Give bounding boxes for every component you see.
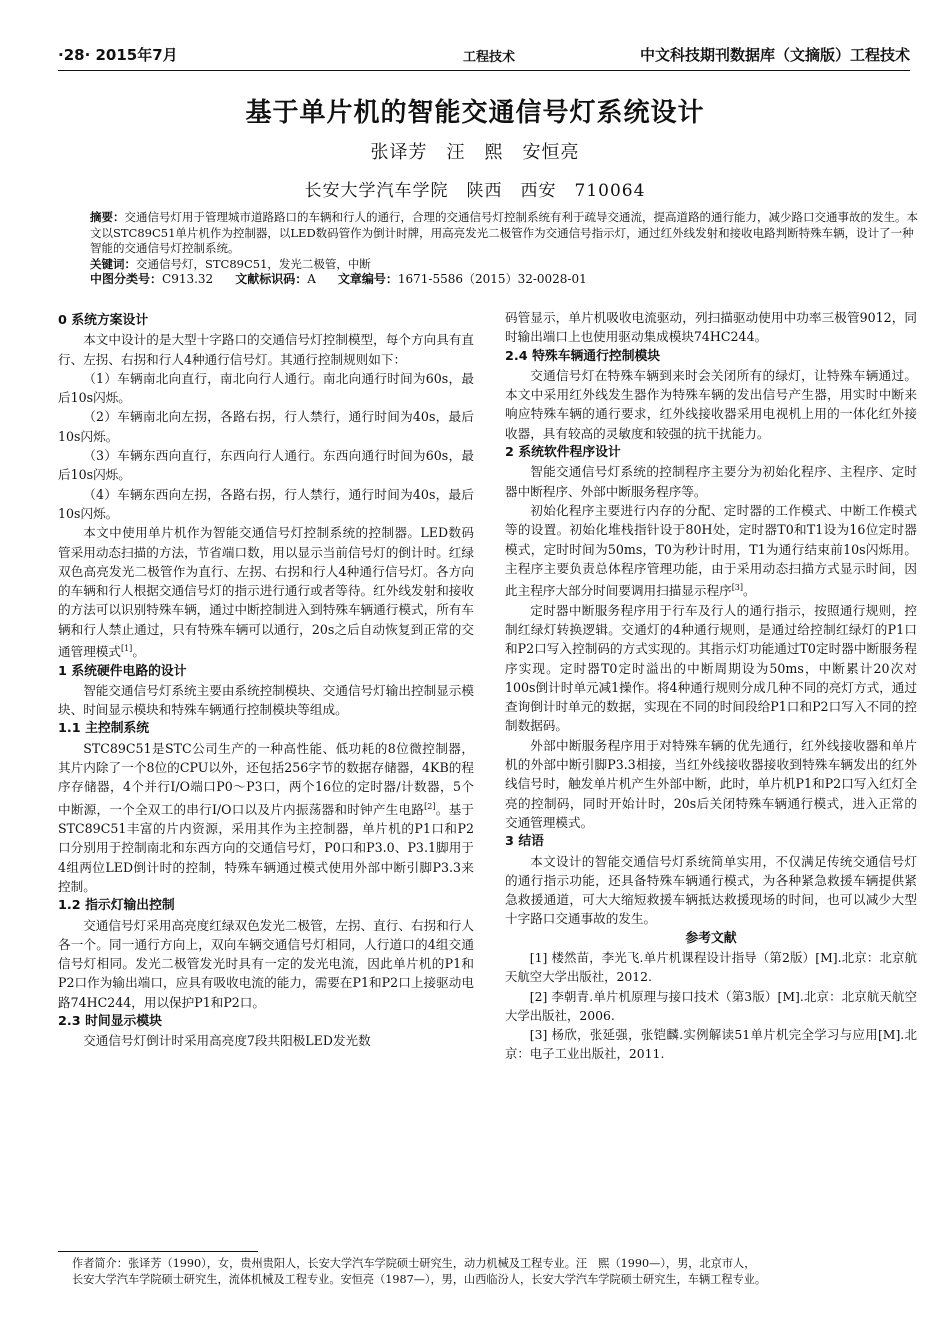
author-footnote (72, 1256, 918, 1288)
classification-line (90, 272, 920, 288)
article-value: 1671-5586（2015）32-0028-01 (397, 272, 587, 286)
citation: [2] (424, 801, 436, 811)
paragraph: 定时器中断服务程序用于行车及行人的通行指示，按照通行规则，控制红绿灯转换逻辑。交通灯的4种通行规则，是通过给控制红绿灯的P1口和P2口写入控制码的方式实现的。其指示灯功能通过T0定时器中断服务程序实现。定时器T0定时溢出的中断周期设为50ms，中断累计20次对100s倒计时单元减1操作。将4种通行规则分成几种不同的亮灯方式，通过查询倒计时单元的数据，实现在不同的时间段给P1口和P2口写入不同的控制数据码。 (505, 602, 917, 734)
paragraph: 智能交通信号灯系统主要由系统控制模块、交通信号灯输出控制显示模块、时间显示模块和特殊车辆通行控制模块等组成。 (58, 682, 474, 718)
abstract-block (90, 210, 920, 288)
article-title: 基于单片机的智能交通信号灯系统设计 (245, 98, 705, 128)
header-rule (58, 70, 910, 71)
paragraph-end: 。 (743, 583, 756, 599)
section-name: 工程技术 (463, 50, 516, 65)
right-column (505, 308, 917, 1064)
journal-name: 中文科技期刊数据库（文摘版）工程技术 (639, 46, 910, 64)
affiliation: 长安大学汽车学院 陕西 西安 710064 (304, 181, 646, 201)
paragraph: 交通信号灯采用高亮度红绿双色发光二极管，左拐、直行、右拐和行人各一个。同一通行方向上，双向车辆交通信号灯相同，人行道口的4组交通信号灯相同。发光二极管发光时具有一定的发光电流，因此单片机的P1和P2口作为输出端口，应具有吸收电流的能力，需要在P1和P2口上接驱动电路74HC244，用以保护P1和P2口。 (58, 917, 474, 1010)
doc-label: 文献标识码： (235, 272, 308, 286)
reference-item: [1] 楼然苗，李光飞.单片机课程设计指导（第2版）[M].北京：北京航天航空大学出版社，2012. (505, 949, 917, 985)
paragraph-text: 本文中使用单片机作为智能交通信号灯控制系统的控制器。LED数码管采用动态扫描的方法，节省端口数，用以显示当前信号灯的倒计时。红绿双色高亮发光二极管作为直行、左拐、右拐和行人4种通行信号灯。各方向的车辆和行人根据交通信号灯的指示进行通行或者等待。红外线发射和接收的方法可以识别特殊车辆，通过中断控制进入到特殊车辆通行模式，所有车辆和行人禁止通过，只有特殊车辆可以通行，20s之后自动恢复到正常的交通管理模式 (58, 525, 474, 660)
document-code (235, 272, 316, 288)
section-heading: 2 系统软件程序设计 (505, 445, 621, 461)
section-heading: 3 结语 (505, 834, 544, 850)
keywords-label: 关键词： (90, 256, 136, 271)
author-list: 张译芳 汪 熙 安恒亮 (370, 142, 580, 163)
references-heading: 参考文献 (685, 930, 737, 946)
paragraph: 智能交通信号灯系统的控制程序主要分为初始化程序、主程序、定时器中断程序、外部中断服务程序等。 (505, 464, 917, 499)
issue-info: ·28· 2015年7月 (58, 46, 178, 64)
running-head (58, 44, 910, 68)
clc-number (90, 272, 213, 288)
paragraph-text: STC89C51是STC公司生产的一种高性能、低功耗的8位微控制器，其片内除了一个8位的CPU以外，还包括256字节的数据存储器，4KB的程序存储器，4个并行I/O端口P0～P3口，两个16位的定时器/计数器，5个中断源，一个全双工的串行I/O口以及片内振荡器和时钟产生电路 (58, 740, 474, 817)
section-heading: 0 系统方案设计 (58, 313, 149, 328)
keywords-text: 交通信号灯，STC89C51，发光二极管，中断 (136, 256, 371, 271)
abstract-text: 交通信号灯用于管理城市道路路口的车辆和行人的通行，合理的交通信号灯控制系统有利于疏导交通流，提高道路的通行能力，减少路口交通事故的发生。本文以STC89C51单片机作为控制器，以LED数码管作为倒计时牌，用高亮发光二极管作为交通信号指示灯，通过红外线发射和接收电路判断特殊车辆，设计了一种智能的交通信号灯控制系统。 (90, 210, 918, 255)
left-column (58, 311, 474, 1051)
paragraph-text: 。基于STC89C51丰富的片内资源，采用其作为主控制器，单片机的P1口和P2口分别用于控制南北和东西方向的交通信号灯，P0口和P3.0、P3.1脚用于4组两位LED倒计时的控制，特殊车辆通过模式使用外部中断引脚P3.3来控制。 (58, 801, 475, 894)
article-number (338, 272, 587, 288)
reference-item: [3] 杨欣，张延强，张铠麟.实例解读51单片机完全学习与应用[M].北京：电子工业出版社，2011. (505, 1027, 917, 1062)
doc-value: A (307, 272, 316, 286)
clc-value: C913.32 (162, 272, 214, 286)
rule-item: （1）车辆南北向直行，南北向行人通行。南北向通行时间为60s，最后10s闪烁。 (58, 370, 474, 406)
subsection-heading: 1.1 主控制系统 (58, 721, 150, 737)
article-label: 文章编号： (337, 272, 398, 286)
subsection-heading: 1.2 指示灯输出控制 (58, 898, 175, 914)
footnote-rule (58, 1251, 258, 1252)
rule-item: （4）车辆东西向左拐，各路右拐，行人禁行，通行时间为40s，最后10s闪烁。 (58, 486, 474, 521)
footnote-line: 作者简介：张译芳（1990），女，贵州贵阳人，长安大学汽车学院硕士研究生，动力机械及工程专业。汪 熙（1990—），男，北京市人， (72, 1257, 756, 1270)
paragraph (58, 739, 474, 897)
abstract (90, 210, 920, 257)
citation: [1] (120, 644, 133, 654)
section-heading: 1 系统硬件电路的设计 (58, 663, 187, 679)
paragraph: 本文中设计的是大型十字路口的交通信号灯控制模型，每个方向具有直行、左拐、右拐和行人4种通行信号灯。其通行控制规则如下： (58, 332, 474, 367)
reference-item: [2] 李朝青.单片机原理与接口技术（第3版）[M].北京：北京航天航空大学出版社，2006. (505, 988, 917, 1023)
paragraph (505, 501, 917, 601)
keywords (90, 257, 920, 273)
subsection-heading: 2.3 时间显示模块 (58, 1014, 162, 1030)
rule-item: （3）车辆东西向直行，东西向行人通行。东西向通行时间为60s，最后10s闪烁。 (58, 448, 474, 483)
paragraph-end: 。 (132, 644, 145, 660)
paragraph: 外部中断服务程序用于对特殊车辆的优先通行，红外线接收器和单片机的外部中断引脚P3.3相接，当红外线接收器接收到特殊车辆发出的红外线信号时，触发单片机产生外部中断，此时，单片机P1和P2口写入红灯全亮的控制码，同时开始计时，20s后关闭特殊车辆通行模式，进入正常的交通管理模式。 (505, 737, 917, 830)
rule-item: （2）车辆南北向左拐，各路右拐，行人禁行，通行时间为40s，最后10s闪烁。 (58, 409, 474, 444)
clc-label: 中图分类号： (90, 272, 163, 286)
paragraph-text: 初始化程序主要进行内存的分配、定时器的工作模式、中断工作模式等的设置。初始化堆栈指针设于80H处，定时器T0和T1设为16位定时器模式，定时时间为50ms，T0为秒计时用，T1为通行结束前10s闪烁用。主程序主要负责总体程序管理功能，由于采用动态扫描方式显示时间，因此主程序大部分时间要调用扫描显示程序 (505, 502, 917, 599)
paragraph: 交通信号灯倒计时采用高亮度7段共阳极LED发光数 (83, 1033, 371, 1049)
footnote-line: 长安大学汽车学院硕士研究生，流体机械及工程专业。安恒亮（1987—），男，山西临汾人，长安大学汽车学院硕士研究生，车辆工程专业。 (72, 1273, 767, 1286)
subsection-heading: 2.4 特殊车辆通行控制模块 (505, 348, 661, 364)
paragraph (58, 523, 474, 661)
paragraph: 交通信号灯在特殊车辆到来时会关闭所有的绿灯，让特殊车辆通过。本文中采用红外线发生器作为特殊车辆的发出信号产生器，用实时中断来响应特殊车辆的通行要求，红外线接收器采用电视机上用的一体化红外接收器，具有较高的灵敏度和较强的抗干扰能力。 (505, 367, 917, 441)
abstract-label: 摘要： (90, 210, 125, 224)
citation: [3] (731, 583, 744, 593)
paragraph: 码管显示，单片机吸收电流驱动，列扫描驱动使用中功率三极管9012，同时输出端口上也使用驱动集成模块74HC244。 (505, 310, 917, 345)
paragraph: 本文设计的智能交通信号灯系统简单实用，不仅满足传统交通信号灯的通行指示功能，还具备特殊车辆通行模式，为各种紧急救援车辆提供紧急救援通道，可大大缩短救援车辆抵达救援现场的时间，也可以减少大型十字路口交通事故的发生。 (505, 853, 917, 927)
